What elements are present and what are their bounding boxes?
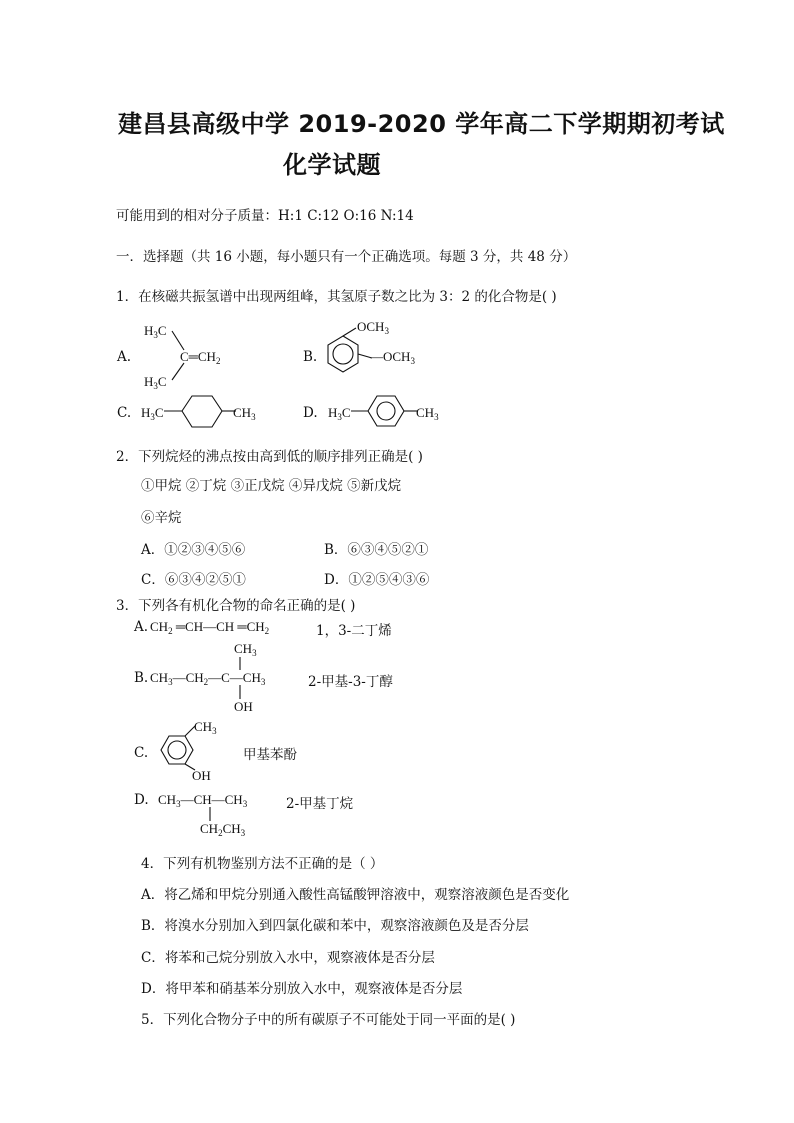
q3-option-a-label: A. <box>134 619 149 635</box>
q1d-ch3: $CH_3$ <box>416 405 439 422</box>
q3d-main-chain: $CH_3—CH—CH_3$ <box>158 792 248 809</box>
q2-option-a: A．①②③④⑤⑥ <box>141 542 246 558</box>
q3-option-b-name: 2-甲基-3-丁醇 <box>308 674 393 690</box>
q2-list-line2: ⑥辛烷 <box>141 510 182 526</box>
page-title: 建昌县高级中学 2019-2020 学年高二下学期期初考试 <box>118 110 725 138</box>
q3-option-d-name: 2-甲基丁烷 <box>286 796 354 812</box>
question-1-stem: 1．在核磁共振氢谱中出现两组峰，其氢原子数之比为 3：2 的化合物是( ) <box>116 289 557 305</box>
q1c-h3c: $H_3C$ <box>141 405 164 422</box>
question-3-stem: 3．下列各有机化合物的命名正确的是( ) <box>116 598 356 614</box>
q1-option-d-label: D. <box>303 405 318 421</box>
q1-option-b-label: B. <box>303 349 318 365</box>
q3b-main-chain: $CH_3—CH_2—C—CH_3$ <box>150 670 266 687</box>
q1a-h3c-top: $H_3C$ <box>144 323 167 340</box>
question-5-stem: 5．下列化合物分子中的所有碳原子不可能处于同一平面的是( ) <box>141 1012 516 1028</box>
q3d-bonds <box>0 0 1 1</box>
q4-option-b: B．将溴水分别加入到四氯化碳和苯中，观察溶液颜色及是否分层 <box>141 918 529 934</box>
q3-option-c-name: 甲基苯酚 <box>243 747 297 763</box>
q3-option-d-label: D. <box>134 792 149 808</box>
q1-option-a-label: A. <box>117 349 132 365</box>
page-subtitle: 化学试题 <box>283 151 381 179</box>
q3d-ch2ch3: $CH_2CH_3$ <box>200 821 246 838</box>
q3-option-a-name: 1，3-二丁烯 <box>316 623 392 639</box>
q4-option-c: C．将苯和己烷分别放入水中，观察液体是否分层 <box>141 950 435 966</box>
q1a-h3c-bottom: $H_3C$ <box>144 374 167 391</box>
atomic-masses: 可能用到的相对分子质量：H:1 C:12 O:16 N:14 <box>116 208 414 224</box>
q3-option-b-label: B. <box>134 670 149 686</box>
q2-option-c: C．⑥③④②⑤① <box>141 572 246 588</box>
q1a-c-ch2: $C═CH_2$ <box>180 349 221 366</box>
q1b-och3-side: $—OCH_3$ <box>370 349 415 366</box>
q1d-h3c: $H_3C$ <box>328 405 351 422</box>
q3c-oh: OH <box>192 768 211 783</box>
question-4-stem: 4．下列有机物鉴别方法不正确的是（ ） <box>141 856 384 872</box>
q1b-och3-top: $OCH_3$ <box>357 319 389 336</box>
section-heading: 一．选择题（共 16 小题，每小题只有一个正确选项。每题 3 分，共 48 分） <box>116 249 577 265</box>
q3-option-c-label: C. <box>134 745 149 761</box>
q2-option-d: D．①②⑤④③⑥ <box>324 572 430 588</box>
question-2-stem: 2．下列烷烃的沸点按由高到低的顺序排列正确是( ) <box>116 449 423 465</box>
q1c-ch3: $CH_3$ <box>233 405 256 422</box>
q2-option-b: B．⑥③④⑤②① <box>324 542 429 558</box>
q3a-formula: $CH_2$ ═CH—CH $═CH_2$ <box>150 619 270 636</box>
q3b-ch3-top: $CH_3$ <box>234 641 257 658</box>
q2-list-line1: ①甲烷 ②丁烷 ③正戊烷 ④异戊烷 ⑤新戊烷 <box>141 478 402 494</box>
q4-option-d: D．将甲苯和硝基苯分别放入水中，观察液体是否分层 <box>141 981 463 997</box>
q3b-oh: OH <box>234 699 253 714</box>
q4-option-a: A．将乙烯和甲烷分别通入酸性高锰酸钾溶液中，观察溶液颜色是否变化 <box>141 887 570 903</box>
q1-option-c-label: C. <box>117 405 132 421</box>
q3c-ch3: $CH_3$ <box>194 719 217 736</box>
